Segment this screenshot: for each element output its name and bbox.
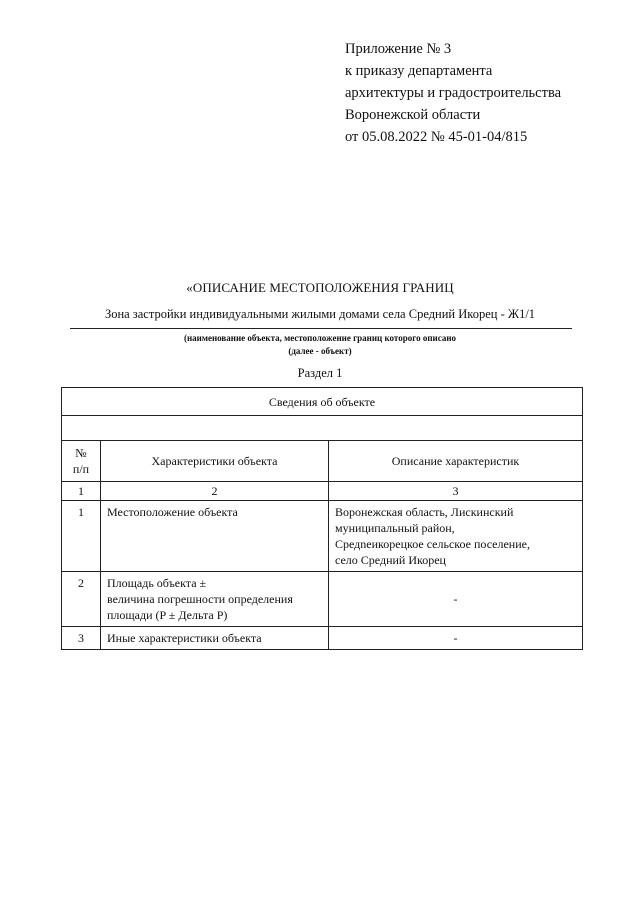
row-description: - — [329, 627, 583, 650]
table-row — [62, 572, 583, 627]
object-info-table — [61, 387, 583, 650]
row-description — [329, 501, 583, 572]
row-num: 3 — [62, 627, 101, 650]
header-characteristic: Характеристики объекта — [101, 441, 329, 482]
table-header-row — [62, 441, 583, 482]
header-num — [62, 441, 101, 482]
row-characteristic — [101, 572, 329, 627]
cell-line: Средneикорецкое сельское поселение, — [335, 537, 530, 551]
object-name: Зона застройки индивидуальными жилыми домами села Средний Икорец - Ж1/1 — [104, 307, 536, 321]
row-description: - — [329, 572, 583, 627]
document-title: «ОПИСАНИЕ МЕСТОПОЛОЖЕНИЯ ГРАНИЦ — [186, 280, 454, 295]
row-num: 1 — [62, 501, 101, 572]
header-num-line: № — [75, 446, 87, 460]
underline-rule — [70, 328, 572, 329]
table-row — [62, 501, 583, 572]
note-line: (далее - объект) — [288, 346, 352, 356]
index-row — [62, 482, 583, 501]
cell-line: село Средний Икорец — [335, 553, 446, 567]
cell-line: Площадь объекта ± — [107, 576, 207, 590]
object-note — [0, 332, 640, 358]
cell-line: Воронежская область, Лискинский — [335, 505, 514, 519]
table-caption: Сведения об объекте — [62, 388, 583, 416]
empty-row — [62, 416, 583, 441]
header-description: Описание характеристик — [329, 441, 583, 482]
annex-line: к приказу департамента — [345, 63, 493, 79]
annex-block — [345, 38, 561, 148]
note-line: (наименование объекта, местоположение границ которого описано — [183, 333, 457, 343]
section-label: Раздел 1 — [297, 366, 343, 380]
annex-line: архитектуры и градостроительства — [345, 85, 562, 101]
index-cell: 2 — [101, 482, 329, 501]
cell-line: площади (P ± Дельта P) — [107, 608, 228, 622]
annex-line: Приложение № 3 — [345, 41, 452, 57]
index-cell: 1 — [62, 482, 101, 501]
index-cell: 3 — [329, 482, 583, 501]
cell-line: муниципальный район, — [335, 521, 455, 535]
cell-line: Иные характеристики объекта — [107, 631, 262, 645]
table-row — [62, 627, 583, 650]
row-characteristic — [101, 501, 329, 572]
header-num-line: п/п — [72, 462, 90, 476]
annex-line: Воронежской области — [345, 107, 481, 123]
cell-line: величина погрешности определения — [107, 592, 293, 606]
row-num: 2 — [62, 572, 101, 627]
row-characteristic — [101, 627, 329, 650]
cell-line: Местоположение объекта — [107, 505, 238, 519]
annex-line: от 05.08.2022 № 45-01-04/815 — [345, 129, 528, 145]
